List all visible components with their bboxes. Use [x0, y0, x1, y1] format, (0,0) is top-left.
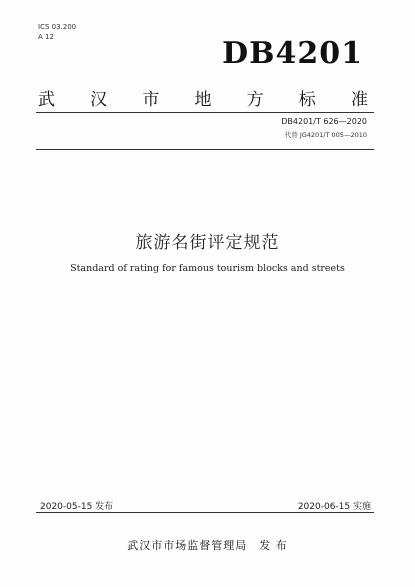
- ics-code: ICS 03.200: [38, 23, 77, 31]
- ccs-code: A 12: [38, 33, 54, 41]
- standard-code-heading: DB4201: [222, 36, 363, 71]
- issuing-authority: 武汉市市场监督管理局 发 布: [127, 539, 288, 552]
- number-divider: [36, 149, 374, 150]
- standard-type-char: 准: [350, 90, 368, 110]
- issue-date: 2020-05-15 发布: [40, 502, 114, 512]
- standard-type-char: 标: [298, 90, 316, 110]
- standard-type-char: 汉: [90, 90, 108, 110]
- title-english: Standard of rating for famous tourism blocks and streets: [70, 263, 345, 274]
- implementation-date: 2020-06-15 实施: [297, 502, 371, 512]
- header-divider: [36, 112, 374, 113]
- standard-type-char: 武: [38, 90, 55, 110]
- footer-divider: [36, 512, 374, 513]
- replaces-standard: 代替 JG4201/T 005—2010: [284, 131, 367, 139]
- title-chinese: 旅游名街评定规范: [135, 233, 280, 253]
- standard-type-char: 地: [194, 90, 212, 110]
- classification-codes: [38, 22, 76, 42]
- standard-number: DB4201/T 626—2020: [281, 117, 367, 126]
- standard-type-char: 市: [142, 90, 160, 110]
- standard-type-name: [38, 85, 368, 110]
- standard-type-char: 方: [246, 90, 264, 110]
